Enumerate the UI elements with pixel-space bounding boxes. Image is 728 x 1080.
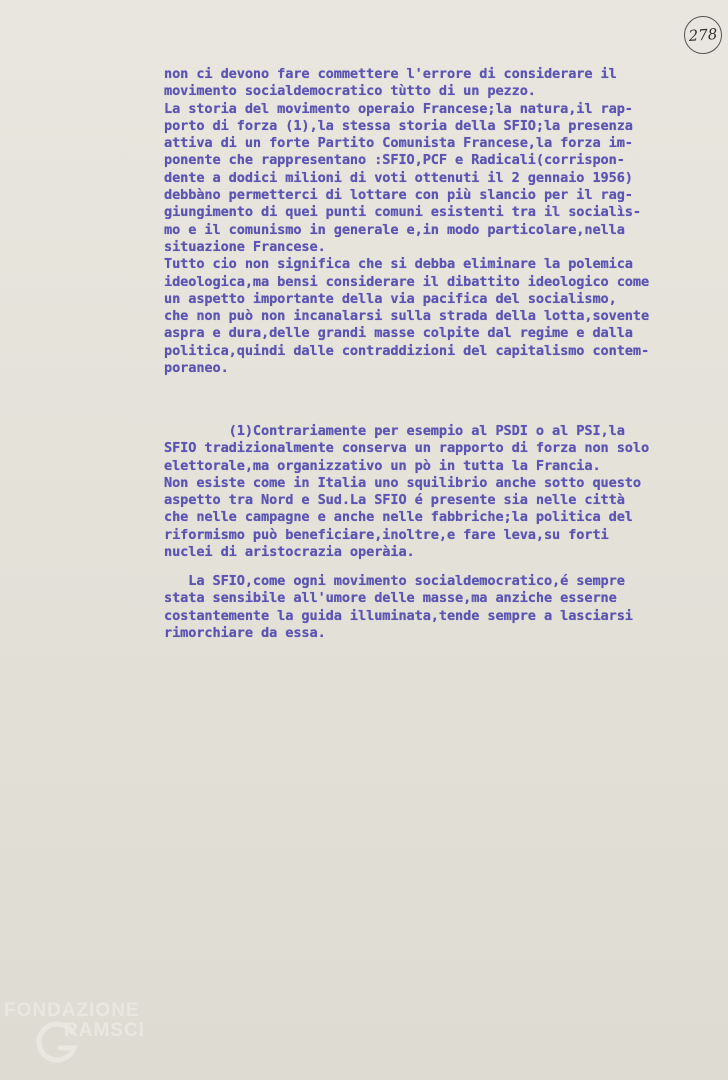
watermark-line-2: RAMSCI	[64, 1020, 145, 1041]
footnote-paragraph: (1)Contrariamente per esempio al PSDI o al PSI,la SFIO tradizionalmente conserva un rapporto di forza non solo elettorale,ma organizzativo un pò in tutta la Francia. Non esiste come in Italia uno squilibrio anche sotto questo aspetto tra Nord e Sud.La SFIO é presente sia nelle città che nelle campagne e anche nelle fabbriche;la politica del riformismo può beneficiare,inoltre,e fare leva,su forti nuclei di aristocrazia operàia.	[164, 423, 650, 561]
page-number: 278	[683, 15, 724, 56]
closing-paragraph: La SFIO,come ogni movimento socialdemocratico,é sempre stata sensibile all'umore delle masse,ma anziche esserne costantemente la guida illuminata,tende sempre a lasciarsi rimorchiare da essa.	[164, 573, 633, 641]
body-paragraph: non ci devono fare commettere l'errore di considerare il movimento socialdemocratico tùtto di un pezzo. La storia del movimento operaio Francese;la natura,il rap- porto di forza (1),la stessa storia della SFIO;la presenza attiva di un forte Partito Comunista Francese,la forza im- ponente che rappresentano :SFIO,PCF e Radicali(corrispon- dente a dodici milioni di voti ottenuti il 2 gennaio 1956) debbàno permetterci di lottare con più slancio per il rag- giungimento di quei punti comuni esistenti tra il socialìs- mo e il comunismo in generale e,in modo particolare,nella situazione Francese. Tutto cio non significa che si debba eliminare la polemica ideologica,ma bensi considerare il dibattito ideologico come un aspetto importante della via pacifica del socialismo, che non può non incanalarsi sulla strada della lotta,sovente aspra e dura,delle grandi masse colpite dal regime e dalla politica,quindi dalle contraddizioni del capitalismo contem- poraneo.	[164, 66, 650, 377]
fondazione-gramsci-watermark	[4, 1000, 204, 1076]
watermark-line-1: FONDAZIONE	[4, 1000, 140, 1021]
